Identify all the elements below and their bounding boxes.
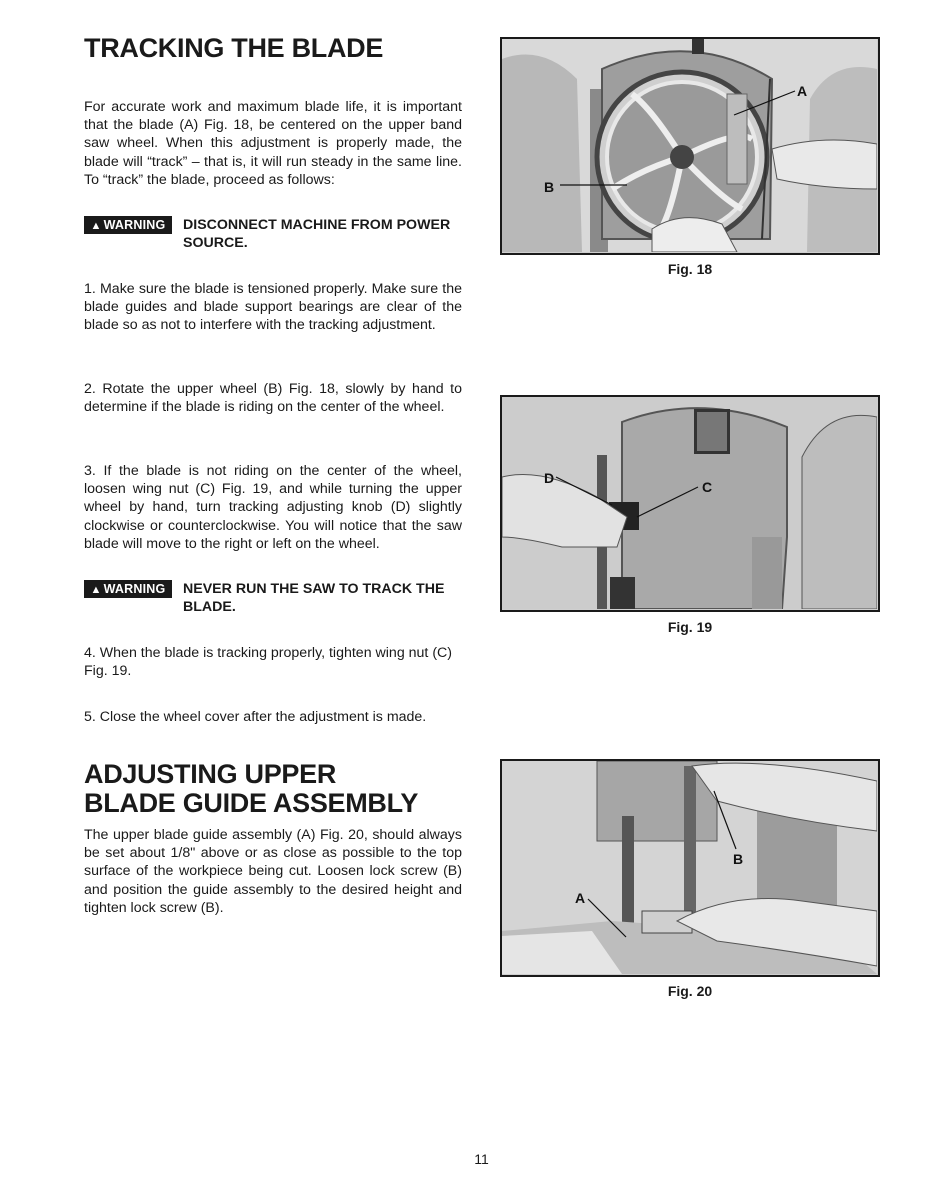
figure-20: [500, 759, 880, 977]
fig18-illustration: [502, 39, 877, 252]
warning-badge: [84, 216, 172, 234]
warning-triangle-icon: ▲: [90, 220, 102, 232]
section-title-upper-guide-line-1: ADJUSTING UPPER: [84, 759, 337, 789]
page-number: 11: [474, 1151, 489, 1167]
fig20-caption: Fig. 20: [667, 983, 713, 999]
step-2: 2. Rotate the upper wheel (B) Fig. 18, slowly by hand to determine if the blade is riding on the center of the wheel.: [84, 381, 462, 416]
fig20-illustration: [502, 761, 877, 974]
upper-guide-paragraph: The upper blade guide assembly (A) Fig. 20, should always be set about 1/8" above or as close as possible to the top surface of the workpiece being cut. Loosen lock screw (B) and position the guide assembly to the desired height and tighten lock screw (B).: [84, 827, 462, 916]
figure-18: [500, 37, 880, 255]
warning-text: DISCONNECT MACHINE FROM POWER SOURCE.: [183, 217, 451, 252]
section-title-tracking: TRACKING THE BLADE: [84, 33, 384, 63]
section-title-upper-guide-line-2: BLADE GUIDE ASSEMBLY: [84, 788, 419, 818]
fig18-caption: Fig. 18: [667, 261, 713, 277]
warning-badge-label: WARNING: [103, 218, 166, 232]
fig20-label-a: A: [575, 890, 586, 906]
fig19-label-d: D: [544, 470, 555, 486]
step-4: 4. When the blade is tracking properly, tighten wing nut (C) Fig. 19.: [84, 645, 453, 680]
fig20-label-b: B: [733, 851, 744, 867]
intro-paragraph: For accurate work and maximum blade life, it is important that the blade (A) Fig. 18, be centered on the upper band saw wheel. When this adjustment is properly made, the blade will “track” – that is, it will run steady in the same line. To “track” the blade, proceed as follows:: [84, 99, 462, 188]
warning-badge-label: WARNING: [103, 582, 166, 596]
warning-badge: [84, 580, 172, 598]
fig19-label-c: C: [702, 479, 713, 495]
fig18-label-b: B: [544, 179, 555, 195]
fig18-label-a: A: [797, 83, 808, 99]
fig19-illustration: [502, 397, 877, 609]
figure-19: [500, 395, 880, 612]
warning-triangle-icon: ▲: [90, 584, 102, 596]
step-5: 5. Close the wheel cover after the adjustment is made.: [84, 709, 427, 725]
step-1: 1. Make sure the blade is tensioned properly. Make sure the blade guides and blade support bearings are clear of the blade so as not to interfere with the tracking adjustment.: [84, 281, 462, 334]
warning-text: NEVER RUN THE SAW TO TRACK THE BLADE.: [183, 581, 445, 616]
fig19-caption: Fig. 19: [667, 619, 713, 635]
step-3: 3. If the blade is not riding on the center of the wheel, loosen wing nut (C) Fig. 19, and while turning the upper wheel by hand, turn tracking adjusting knob (D) slightly clockwise or counterclockwise. You will notice that the saw blade will move to the right or left on the wheel.: [84, 463, 462, 552]
